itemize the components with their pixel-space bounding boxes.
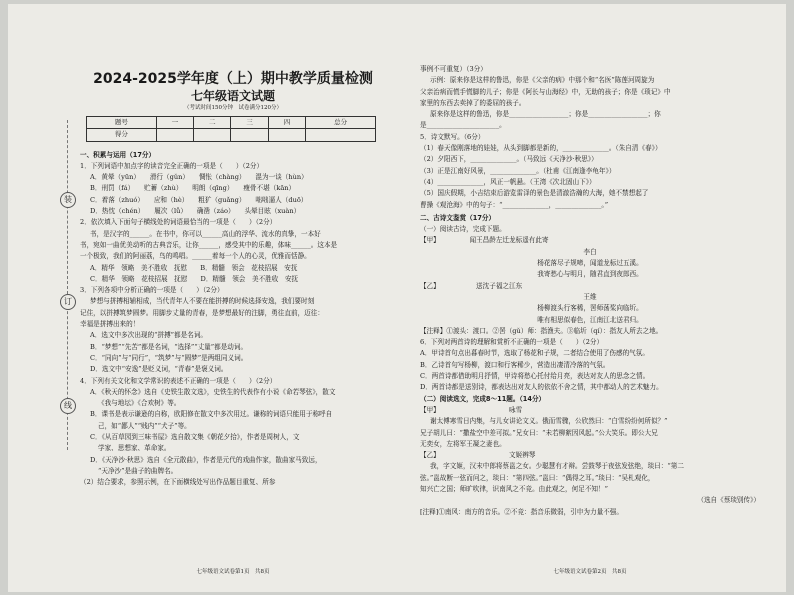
text-line: 学家、思想家、革命家。 xyxy=(98,444,171,453)
text-line: 【注释】①渡头：渡口。②罟（gǔ）师：指渔夫。③临圻（qí）：指友人所去之地。 xyxy=(420,326,663,335)
right-page xyxy=(420,8,760,588)
binding-hole-zhuang: 装 xyxy=(60,192,76,208)
poem-title: 【乙】 送沈子福之江东 xyxy=(420,281,523,290)
text-line: 4．下列有关文化和文学常识的表述不正确的一项是（ ）（2分） xyxy=(80,376,277,385)
score-blank[interactable] xyxy=(268,129,305,141)
text-line: 书，宛如一曲优美动听的古典音乐，让你______，感受其中的乐趣，体味______。这本是 xyxy=(80,240,338,249)
poem-line: 杨花落尽子规啼，闻道龙标过五溪。 xyxy=(537,259,643,268)
text-line: A．精华 领略 美不胜收 抚慰 B．精髓 领会 花枝招展 安抚 xyxy=(90,263,298,272)
text-line: 2．依次填入下面句子横线处的词语最恰当的一项是（ ）（2分） xyxy=(80,218,277,227)
text-line: C．精华 领略 花枝招展 抚慰 D．精髓 领会 美不胜收 安抚 xyxy=(90,274,299,283)
score-blank[interactable] xyxy=(306,129,376,141)
score-cell: 二 xyxy=(194,117,231,129)
poem-line: 唯有相思似春色，江南江北送君归。 xyxy=(537,315,643,324)
exam-time-note: （考试时间150分钟 试卷满分120分） xyxy=(184,105,282,111)
text-line: B．刑罚（fá） 贮蓄（zhù） 明朗（qīng） 瘦骨不堪（kān） xyxy=(90,184,296,193)
text-line: A．选文中多次出现的“拼搏”都是名词。 xyxy=(90,331,208,340)
text-line: 曹操《观沧海》中的句子：“______________，______________。” xyxy=(420,200,609,209)
text-line: D．两首诗都是送别诗，都表达出对友人的依依不舍之情，其中都动人的艺术魅力。 xyxy=(420,383,663,392)
text-line: 无奕女，左将军王凝之妻也。 xyxy=(420,439,506,448)
text-line: D．《天净沙·秋思》选自《全元散曲》，作者是元代的戏曲作家，散曲家马致远， xyxy=(90,455,322,464)
text-line: 兄子胡儿曰：“撒盐空中差可拟。”兄女曰：“未若柳絮因风起。”公大笑乐。即公大兄 xyxy=(420,428,658,437)
text-line: （2）结合要求，参照示例，在下面横线处写出作品题目重复、所参 xyxy=(80,478,276,487)
text-line: 事例不可重复）（3分） xyxy=(420,65,487,73)
score-table xyxy=(86,116,376,142)
page-footer: 七年级语文试卷第1页 共8页 xyxy=(196,568,270,575)
text-line: 幸福是拼搏出来的！ xyxy=(80,320,140,329)
text-line: 《我与地坛》《合欢树》等。 xyxy=(98,399,181,408)
text-line: C．着落（zhuó） 应和（hè） 粗犷（guǎng） 咄咄逼人（duō） xyxy=(90,195,308,204)
score-blank[interactable] xyxy=(231,129,268,141)
text-line: 一个极致，我们的阿丽荔，鸟的鸣唱。______着每一个人的心灵，优雅而恬静。 xyxy=(80,252,311,261)
text-line: 知兴亡之国；师旷吹律，识南风之不竞。由此观之，何足不知！” xyxy=(420,484,608,493)
page-footer: 七年级语文试卷第2页 共8页 xyxy=(553,568,627,575)
text-line: 1．下列词语中加点字的读音完全正确的一项是（ ）（2分） xyxy=(80,161,264,170)
text-line: C．“同向”与“同行”，“筑梦”与“圆梦”是两组同义词。 xyxy=(90,353,248,362)
section-heading: （二）阅读选文，完成8～11题。（14分） xyxy=(420,394,546,403)
exam-subtitle: 七年级语文试题 xyxy=(190,89,275,103)
text-line: 我，字文姬，汉末中郎将蔡邕之女。少聪慧有才辩。尝鼓琴于夜弦发弦绝，琰曰：“第二 xyxy=(430,462,684,471)
section-heading: 一、积累与运用（17分） xyxy=(80,150,156,159)
text-line: [注释]①南风：南方的音乐。②不竞：指音乐微弱，引申为力量不强。 xyxy=(420,507,623,516)
text-line: C．两首诗都借助明月抒情，甲诗将愁心托付给月亮，表达对友人的思念之情。 xyxy=(420,372,650,381)
text-line: D．选文中“安逸”是贬义词，“青春”是褒义词。 xyxy=(90,365,228,374)
left-page xyxy=(80,8,386,588)
poem-author: 王维 xyxy=(583,292,597,301)
text-line: C．《从百草园到三味书屋》选自散文集《朝花夕拾》，作者是周树人，文 xyxy=(90,433,300,442)
text-title: 【乙】 文姬辨琴 xyxy=(420,451,536,460)
binding-hole-ding: 订 xyxy=(60,294,76,310)
left-question-text xyxy=(80,161,386,489)
score-cell: 总分 xyxy=(306,117,376,129)
text-line: 己，如“鄙人”“贱内”“犬子”等。 xyxy=(98,421,191,430)
text-line: 家里的东西去卖掉了的委屈的孩子。 xyxy=(420,98,526,107)
text-line: （5）国庆假期，小吉结束后游览雷泽的景色是清澈浩瀚的大海，她不禁想起了 xyxy=(420,189,649,198)
text-source: （选自《蔡琰别传》） xyxy=(697,496,760,505)
right-question-text xyxy=(420,64,760,518)
poem-line: 我寄愁心与明月，随君直到夜郎西。 xyxy=(537,270,643,279)
text-line: （2）夕阳西下，______________。（马致远《天净沙·秋思》） xyxy=(420,155,598,164)
text-line: 弦。”邕故断一弦而问之，琰曰：“第四弦。”邕曰：“偶得之耳。”琰曰：“吴札观化， xyxy=(420,473,655,482)
poem-line: 杨柳渡头行客稀，罟师荡桨向临圻。 xyxy=(537,304,643,313)
exam-title: 2024-2025学年度（上）期中教学质量检测 xyxy=(93,71,373,87)
text-line: A．黄晕（yūn） 滑行（gǔn） 惆怅（chàng） 混为一谈（hùn） xyxy=(90,173,308,182)
text-line: B．乙诗首句写杨柳，渡口和行客稀少，营造出凄清冷落的气氛。 xyxy=(420,360,610,369)
text-line: 示例：原来你是这样的鲁迅，你是《父亲的病》中那个和“名医”陈莲河周旋为 xyxy=(430,76,655,85)
text-line: 谢太傅寒雪日内集，与儿女讲论文义。俄而雪骤，公欣然曰：“白雪纷纷何所似？” xyxy=(430,417,668,426)
poem-author: 李白 xyxy=(583,247,597,256)
text-line: 记住，以拼搏筑梦圆梦。用脚步丈量的青春，是梦想最好的注脚，勇往直前，迈往： xyxy=(80,308,324,317)
text-line: 父亲治病而慌手慌脚的儿子；你是《阿长与山海经》中，无助的孩子；你是《琐记》中 xyxy=(420,87,671,96)
score-cell: 三 xyxy=(231,117,268,129)
text-line: 原来你是这样的鲁迅，你是__________________；你是__________________；你 xyxy=(430,110,661,119)
text-line: （一）阅读古诗，完成下题。 xyxy=(420,225,506,234)
score-blank[interactable] xyxy=(194,129,231,141)
text-line: 6．下列对两首诗的理解和赏析不正确的一项是（ ）（2分） xyxy=(420,338,604,347)
score-cell: 一 xyxy=(156,117,193,129)
score-cell: 题号 xyxy=(87,117,157,129)
text-line: （3）正是江南好风景，______________。（杜甫《江南逢李龟年》） xyxy=(420,166,616,175)
text-line: （4）______________，风正一帆悬。（王湾《次北固山下》） xyxy=(420,177,596,186)
score-cell: 得分 xyxy=(87,129,157,141)
text-title: 【甲】 咏雪 xyxy=(420,405,523,414)
text-line: （1）春天像刚落地的娃娃，从头到脚都是新的，______________。（朱自清《春》） xyxy=(420,144,662,153)
text-line: 梦想与拼搏相辅相成，当代青年人不要在能拼搏的时候选择安逸，我们要时刻 xyxy=(90,297,315,306)
text-line: “天净沙”是曲子的曲牌名。 xyxy=(98,466,178,475)
text-line: A．甲诗首句点出暮春时节，选取了杨花和子规，二者结合使用了伤感的气氛。 xyxy=(420,349,649,358)
text-line: 是______________________。 xyxy=(420,121,506,130)
score-table-header-row xyxy=(87,117,376,129)
binding-hole-xian: 线 xyxy=(60,398,76,414)
section-heading: 二、古诗文鉴赏（17分） xyxy=(420,213,496,222)
text-line: A．《秋天的怀念》选自《史铁生散文选》，史铁生的代表作有小说《命若琴弦》，散文 xyxy=(90,387,336,396)
text-line: B．“梦想”“先苦”都是名词，“选择”“丈量”都是动词。 xyxy=(90,342,248,351)
text-line: 5．诗文默写。（6分） xyxy=(420,132,485,141)
score-blank[interactable] xyxy=(156,129,193,141)
text-line: 3．下列各项中分析正确的一项是（ ）（2分） xyxy=(80,286,224,295)
poem-title: 【甲】 闻王昌龄左迁龙标遥有此寄 xyxy=(420,236,549,245)
score-table-score-row xyxy=(87,129,376,141)
text-line: 书，是汉字的______。在书中，你可以______高山的浮华、流水的真挚，一本好 xyxy=(90,229,321,238)
text-line: B．课书是表示谦逊的自称，欧阳修在散文中多次用过。谦称的词语只能用于称呼自 xyxy=(90,410,333,419)
score-cell: 四 xyxy=(268,117,305,129)
text-line: D．热忱（chén） 履次（lǚ） 确凿（záo） 头晕目眩（xuàn） xyxy=(90,207,301,216)
